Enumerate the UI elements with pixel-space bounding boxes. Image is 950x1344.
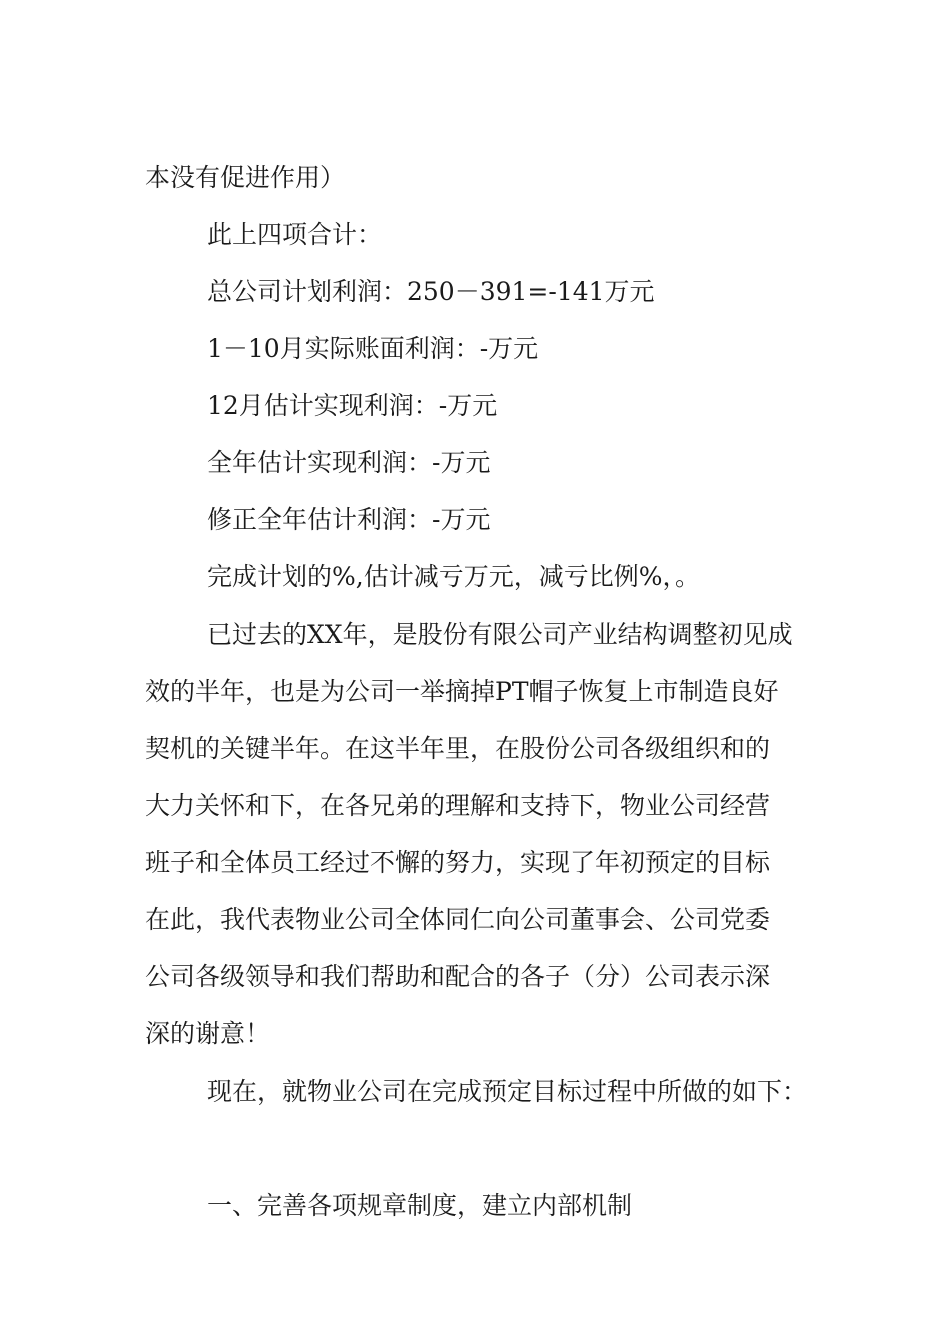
- paragraph-line: 班子和全体员工经过不懈的努力，实现了年初预定的目标: [145, 848, 771, 877]
- paragraph-line: 深的谢意！: [145, 1019, 271, 1048]
- paragraph-line: 总公司计划利润：250－391=-141万元: [207, 277, 655, 306]
- paragraph-line: 公司各级领导和我们帮助和配合的各子（分）公司表示深: [145, 962, 771, 991]
- paragraph-line: 已过去的XX年，是股份有限公司产业结构调整初见成: [207, 620, 793, 649]
- paragraph-line: 大力关怀和下，在各兄弟的理解和支持下，物业公司经营: [145, 791, 771, 820]
- paragraph-line: 在此，我代表物业公司全体同仁向公司董事会、公司党委: [145, 905, 771, 934]
- paragraph-line: 本没有促进作用）: [145, 163, 346, 192]
- paragraph-line: 现在，就物业公司在完成预定目标过程中所做的如下：: [207, 1077, 808, 1106]
- paragraph-line: 修正全年估计利润：-万元: [207, 505, 491, 534]
- paragraph-line: 契机的关键半年。在这半年里，在股份公司各级组织和的: [145, 734, 771, 763]
- paragraph-line: 12月估计实现利润：-万元: [207, 391, 498, 420]
- paragraph-line: 完成计划的%,估计减亏万元，减亏比例%，。: [207, 562, 700, 591]
- paragraph-line: 1－10月实际账面利润：-万元: [207, 334, 539, 363]
- paragraph-line: 效的半年，也是为公司一举摘掉PT帽子恢复上市制造良好: [145, 677, 779, 706]
- paragraph-line: 全年估计实现利润：-万元: [207, 448, 491, 477]
- section-heading: 一、完善各项规章制度，建立内部机制: [207, 1191, 633, 1220]
- paragraph-line: 此上四项合计：: [207, 220, 383, 249]
